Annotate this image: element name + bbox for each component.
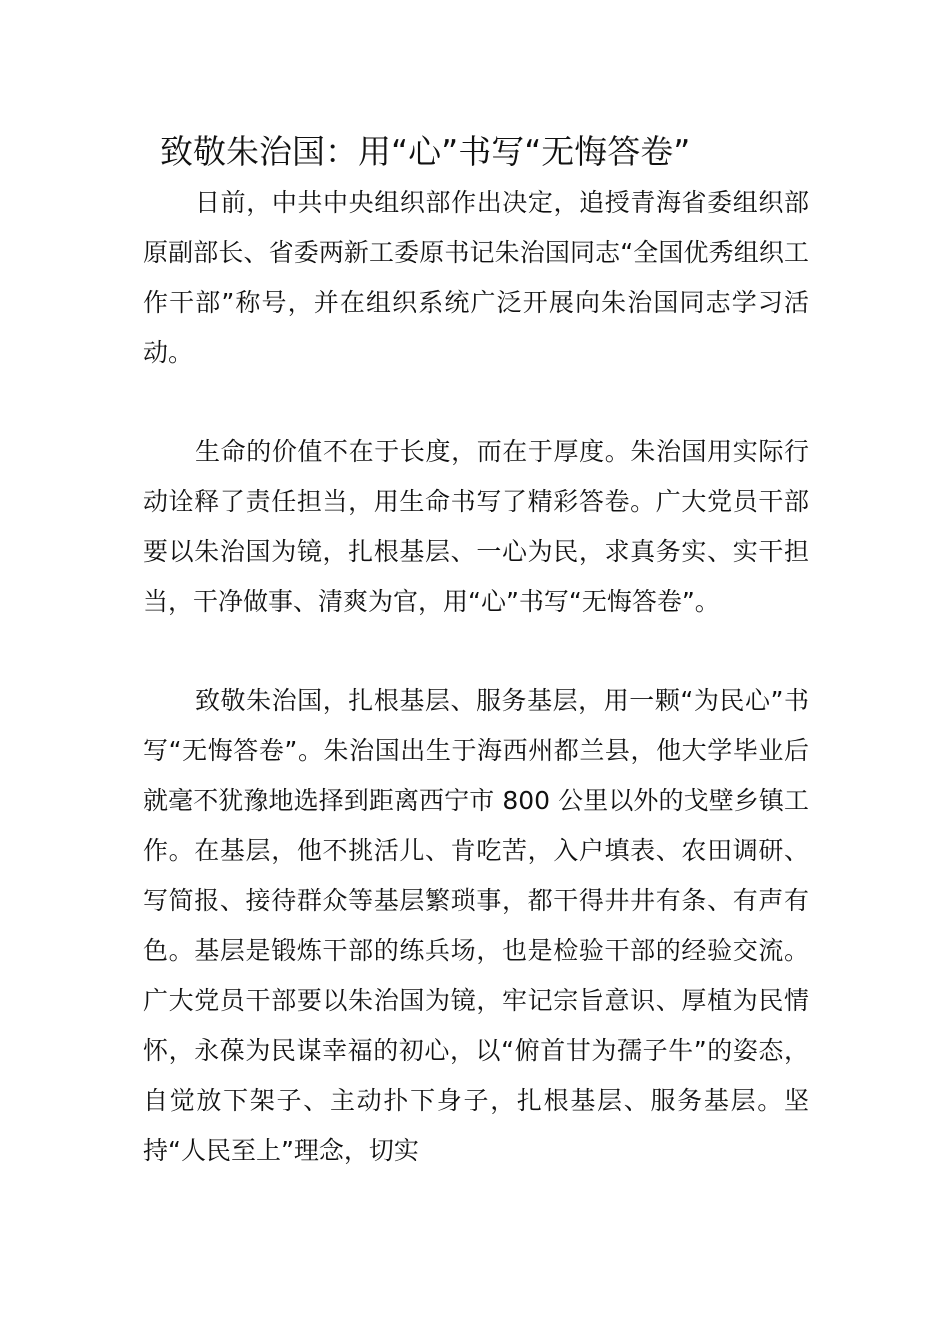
- document-title: 致敬朱治国：用“心”书写“无悔答卷”: [160, 132, 691, 171]
- paragraph-value-of-life: 生命的价值不在于长度，而在于厚度。朱治国用实际行动诠释了责任担当，用生命书写了精彩答卷。广大党员干部要以朱治国为镜，扎根基层、一心为民，求真务实、实干担当，干净做事、清爽为官，用“心”书写“无悔答卷”。: [143, 437, 809, 616]
- paragraph-intro: 日前，中共中央组织部作出决定，追授青海省委组织部原副部长、省委两新工委原书记朱治国同志“全国优秀组织工作干部”称号，并在组织系统广泛开展向朱治国同志学习活动。: [143, 188, 809, 367]
- paragraph-serve-grassroots: 致敬朱治国，扎根基层、服务基层，用一颗“为民心”书写“无悔答卷”。朱治国出生于海西州都兰县，他大学毕业后就毫不犹豫地选择到距离西宁市 800 公里以外的戈壁乡镇工作。在基层，他不挑活儿、肯吃苦，入户填表、农田调研、写简报、接待群众等基层繁琐事，都干得井井有条、有声有色。基层是锻炼干部的练兵场，也是检验干部的经验交流。广大党员干部要以朱治国为镜，牢记宗旨意识、厚植为民情怀，永葆为民谋幸福的初心，以“俯首甘为孺子牛”的姿态，自觉放下架子、主动扑下身子，扎根基层、服务基层。坚持“人民至上”理念，切实: [143, 686, 809, 1165]
- document-body: [143, 178, 809, 1176]
